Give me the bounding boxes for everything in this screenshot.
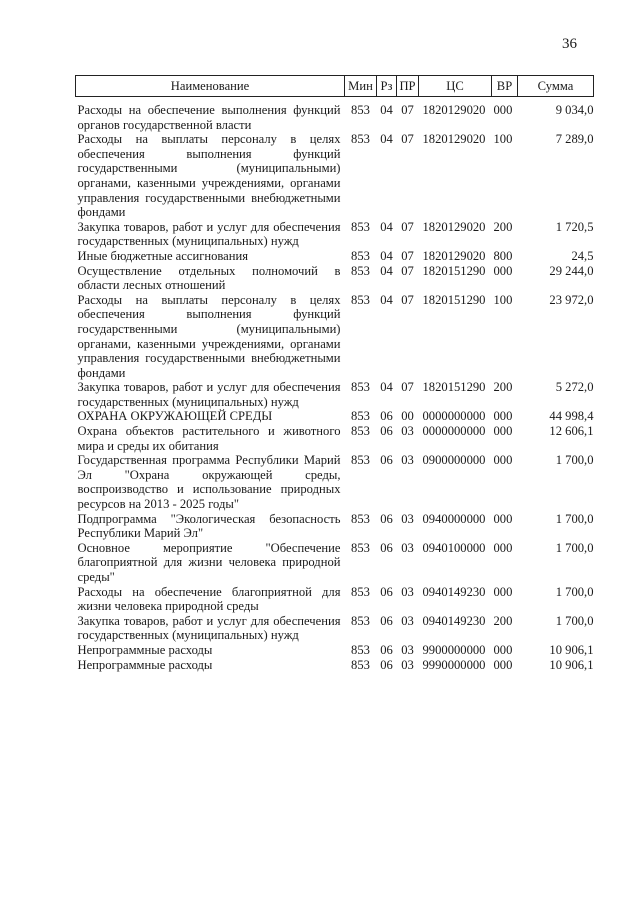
cell-sum: 10 906,1 [549, 642, 594, 657]
cell-pr: 03 [401, 657, 414, 672]
cell-min: 853 [351, 584, 370, 599]
cell-rz: 06 [380, 584, 393, 599]
cell-vr: 000 [493, 657, 513, 672]
cell-cs: 0940100000 [422, 540, 486, 555]
cell-sum: 1 700,0 [555, 540, 594, 555]
page-number: 36 [562, 36, 577, 52]
cell-cs: 1820129020 [422, 103, 486, 117]
cell-vr: 000 [493, 263, 513, 278]
cell-name: Расходы на обеспечение выполнения функций органов государственной власти [77, 103, 341, 132]
cell-name: Непрограммные расходы [77, 657, 213, 672]
cell-min: 853 [351, 248, 370, 263]
cell-sum: 10 906,1 [549, 657, 594, 672]
cell-cs: 0940149230 [422, 584, 486, 599]
cell-min: 853 [351, 380, 370, 395]
table-row [76, 380, 594, 409]
cell-rz: 06 [380, 657, 393, 672]
cell-min: 853 [351, 642, 370, 657]
cell-cs: 1820151290 [422, 263, 486, 278]
cell-sum: 1 700,0 [555, 613, 594, 628]
cell-cs: 1820129020 [422, 248, 486, 263]
cell-pr: 07 [401, 380, 414, 395]
cell-rz: 04 [380, 248, 393, 263]
cell-sum: 12 606,1 [549, 424, 594, 439]
table-row [76, 97, 594, 133]
cell-vr: 000 [493, 540, 513, 555]
cell-cs: 0000000000 [422, 424, 486, 439]
cell-rz: 06 [380, 424, 393, 439]
header-vr: ВР [492, 76, 518, 97]
cell-rz: 06 [380, 453, 393, 468]
cell-sum: 1 700,0 [555, 511, 594, 526]
cell-vr: 000 [493, 511, 513, 526]
cell-cs: 0940149230 [422, 613, 486, 628]
table-row [76, 658, 594, 673]
table-row [76, 643, 594, 658]
cell-rz: 04 [380, 103, 393, 117]
cell-pr: 07 [401, 292, 414, 307]
table-row [76, 264, 594, 293]
cell-min: 853 [351, 132, 370, 147]
cell-vr: 200 [493, 613, 513, 628]
cell-vr: 000 [493, 103, 513, 117]
cell-rz: 04 [380, 219, 393, 234]
cell-min: 853 [351, 219, 370, 234]
cell-name: ОХРАНА ОКРУЖАЮЩЕЙ СРЕДЫ [77, 409, 273, 424]
table-row [76, 249, 594, 264]
header-rz: Рз [377, 76, 397, 97]
cell-rz: 04 [380, 380, 393, 395]
cell-vr: 000 [493, 584, 513, 599]
cell-cs: 9990000000 [422, 657, 486, 672]
cell-min: 853 [351, 424, 370, 439]
cell-sum: 1 700,0 [555, 584, 594, 599]
cell-rz: 06 [380, 642, 393, 657]
cell-pr: 07 [401, 263, 414, 278]
cell-min: 853 [351, 103, 370, 117]
cell-cs: 0000000000 [422, 409, 486, 424]
cell-sum: 1 700,0 [555, 453, 594, 468]
cell-vr: 200 [493, 380, 513, 395]
cell-name: Расходы на выплаты персоналу в целях обеспечения выполнения функций государственными (муниципальными) органами, казенными учреждениями, органами управления государственными внебюджетными фондами [77, 292, 341, 380]
cell-pr: 03 [401, 642, 414, 657]
cell-vr: 000 [493, 642, 513, 657]
cell-rz: 04 [380, 263, 393, 278]
cell-cs: 0900000000 [422, 453, 486, 468]
cell-sum: 1 720,5 [555, 219, 594, 234]
cell-name: Расходы на выплаты персоналу в целях обеспечения выполнения функций государственными (муниципальными) органами, казенными учреждениями, органами управления государственными внебюджетными фондами [77, 132, 341, 220]
table-row [76, 220, 594, 249]
cell-vr: 000 [493, 424, 513, 439]
table-header-row [76, 76, 594, 97]
header-min: Мин [345, 76, 377, 97]
cell-min: 853 [351, 263, 370, 278]
cell-rz: 06 [380, 540, 393, 555]
cell-sum: 44 998,4 [549, 409, 594, 424]
cell-cs: 1820129020 [422, 219, 486, 234]
cell-name: Государственная программа Республики Марий Эл "Охрана окружающей среды, воспроизводство и использование природных ресурсов на 2013 - 2025 годы" [77, 453, 341, 512]
table-row [76, 585, 594, 614]
cell-cs: 9900000000 [422, 642, 486, 657]
cell-sum: 29 244,0 [549, 263, 594, 278]
cell-name: Закупка товаров, работ и услуг для обеспечения государственных (муниципальных) нужд [77, 380, 341, 409]
cell-min: 853 [351, 657, 370, 672]
cell-rz: 04 [380, 292, 393, 307]
cell-sum: 9 034,0 [555, 103, 594, 117]
table-row [76, 293, 594, 381]
header-sum: Сумма [518, 76, 594, 97]
cell-cs: 0940000000 [422, 511, 486, 526]
cell-pr: 03 [401, 424, 414, 439]
cell-sum: 24,5 [571, 248, 594, 263]
cell-rz: 06 [380, 409, 393, 424]
cell-cs: 1820151290 [422, 380, 486, 395]
table-row [76, 409, 594, 424]
table-row [76, 424, 594, 453]
cell-name: Иные бюджетные ассигнования [77, 248, 249, 263]
cell-vr: 100 [493, 292, 513, 307]
table-row [76, 512, 594, 541]
cell-min: 853 [351, 453, 370, 468]
cell-name: Закупка товаров, работ и услуг для обеспечения государственных (муниципальных) нужд [77, 219, 341, 249]
cell-pr: 07 [401, 103, 414, 117]
cell-name: Закупка товаров, работ и услуг для обеспечения государственных (муниципальных) нужд [77, 613, 341, 643]
cell-pr: 03 [401, 453, 414, 468]
cell-rz: 04 [380, 132, 393, 147]
cell-vr: 800 [493, 248, 513, 263]
cell-pr: 03 [401, 584, 414, 599]
cell-sum: 7 289,0 [555, 132, 594, 147]
cell-name: Непрограммные расходы [77, 642, 213, 657]
cell-name: Осуществление отдельных полномочий в области лесных отношений [77, 263, 341, 293]
cell-min: 853 [351, 409, 370, 424]
cell-rz: 06 [380, 613, 393, 628]
cell-rz: 06 [380, 511, 393, 526]
cell-min: 853 [351, 292, 370, 307]
header-pr: ПР [397, 76, 419, 97]
cell-sum: 23 972,0 [549, 292, 594, 307]
cell-vr: 000 [493, 453, 513, 468]
table-row [76, 614, 594, 643]
budget-table [75, 75, 594, 672]
table-row [76, 541, 594, 585]
cell-pr: 07 [401, 132, 414, 147]
cell-pr: 07 [401, 219, 414, 234]
cell-pr: 03 [401, 613, 414, 628]
cell-vr: 200 [493, 219, 513, 234]
cell-pr: 03 [401, 511, 414, 526]
cell-pr: 07 [401, 248, 414, 263]
table-row [76, 453, 594, 511]
cell-pr: 00 [401, 409, 414, 424]
cell-min: 853 [351, 613, 370, 628]
table-row [76, 132, 594, 220]
cell-cs: 1820129020 [422, 132, 486, 147]
header-cs: ЦС [419, 76, 492, 97]
cell-min: 853 [351, 540, 370, 555]
cell-cs: 1820151290 [422, 292, 486, 307]
table-body [76, 97, 594, 673]
cell-name: Охрана объектов растительного и животного мира и среды их обитания [77, 424, 341, 453]
header-name: Наименование [76, 76, 345, 97]
cell-vr: 000 [493, 409, 513, 424]
cell-sum: 5 272,0 [555, 380, 594, 395]
cell-min: 853 [351, 511, 370, 526]
cell-vr: 100 [493, 132, 513, 147]
cell-name: Основное мероприятие "Обеспечение благоприятной для жизни человека природной среды" [77, 540, 341, 584]
cell-pr: 03 [401, 540, 414, 555]
cell-name: Расходы на обеспечение благоприятной для жизни человека природной среды [77, 584, 341, 614]
cell-name: Подпрограмма "Экологическая безопасность Республики Марий Эл" [77, 511, 341, 541]
